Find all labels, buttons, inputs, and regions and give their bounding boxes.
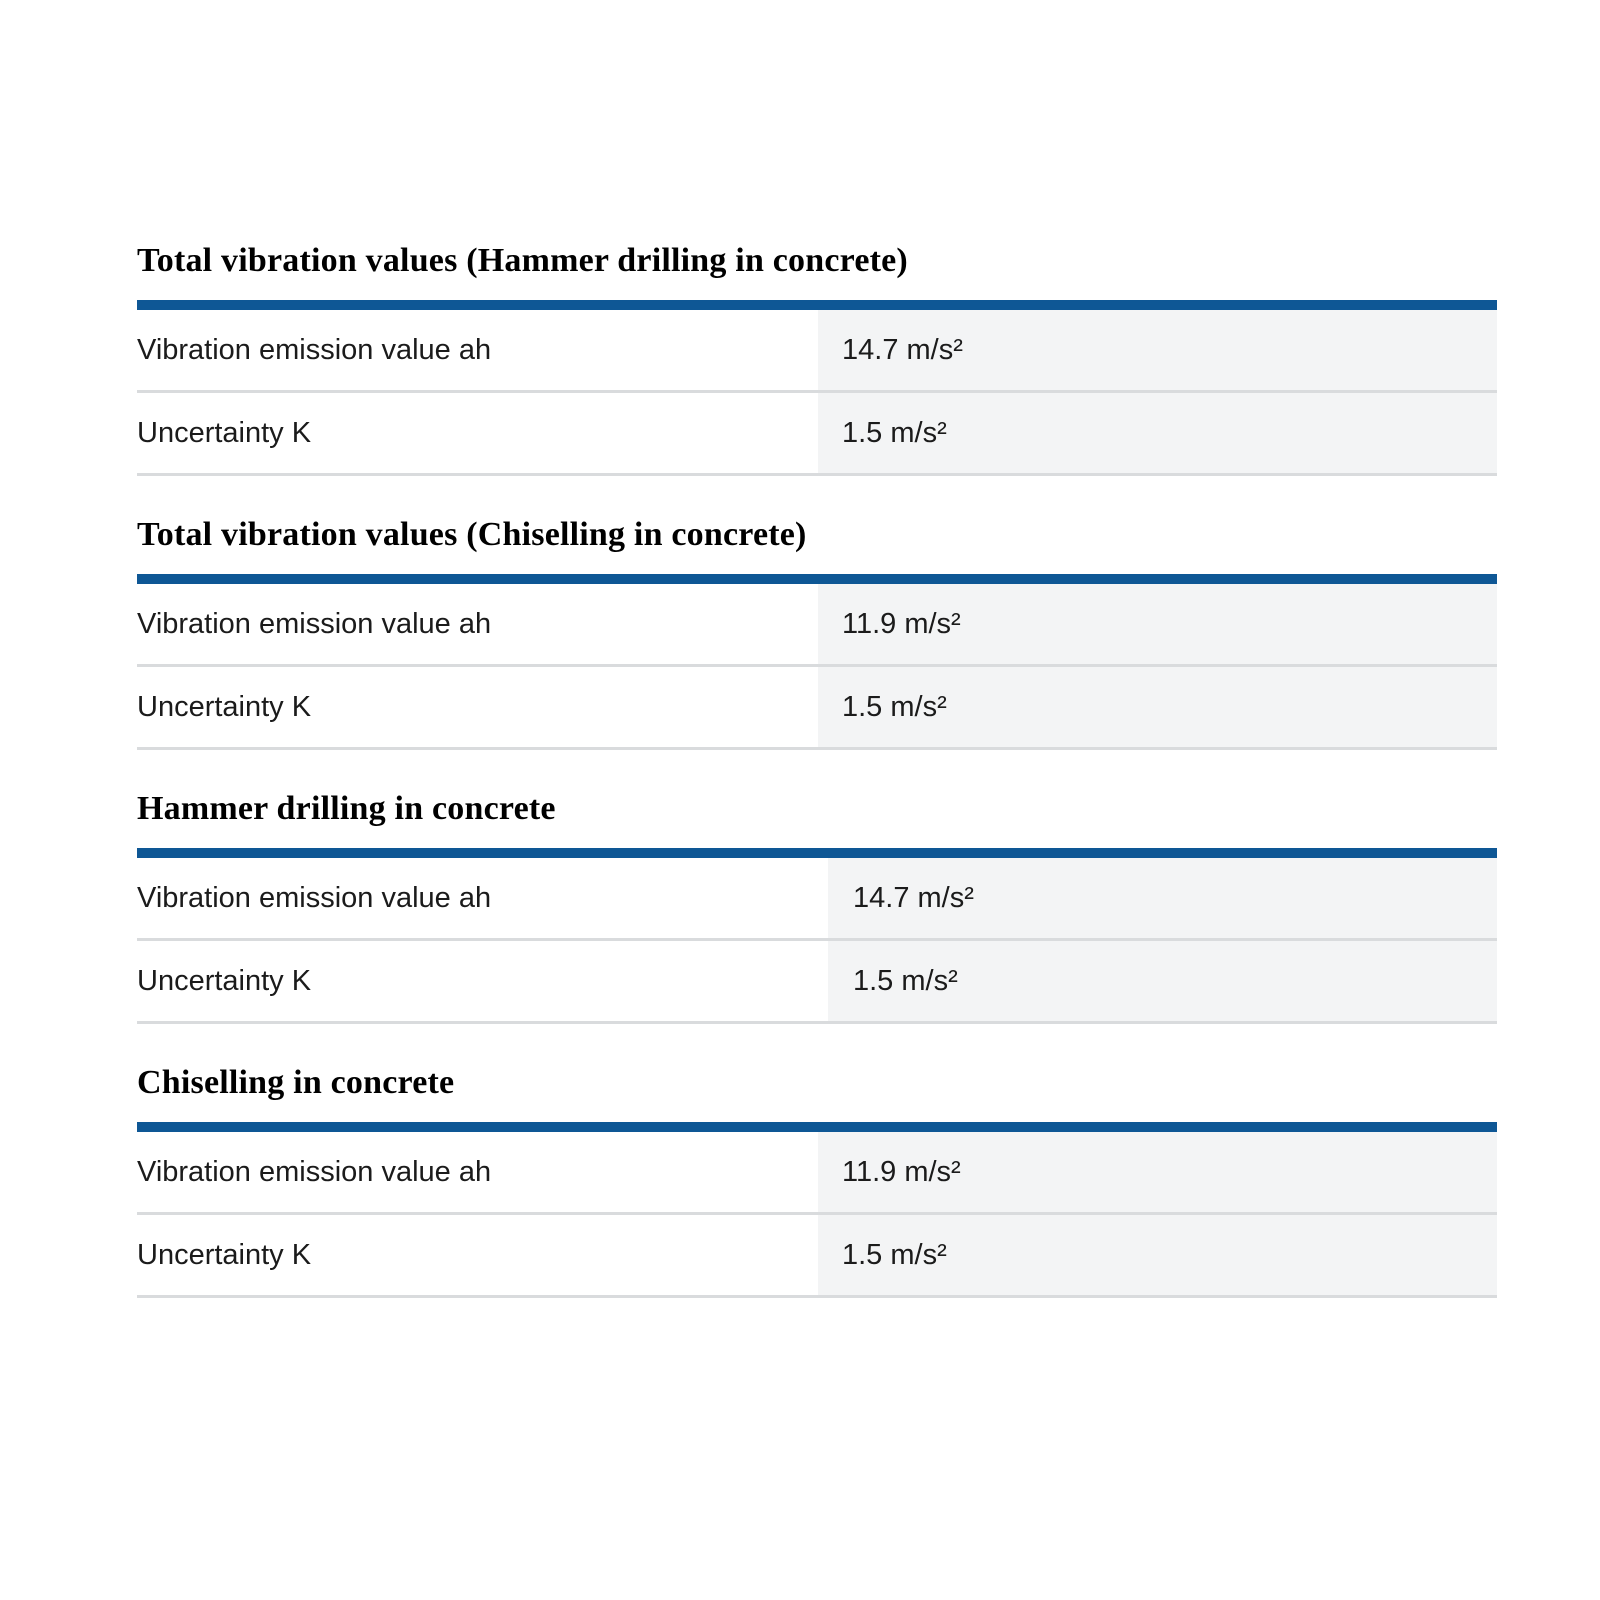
- section-title: Chiselling in concrete: [137, 1064, 455, 1101]
- table-row: [137, 393, 1497, 476]
- table-accent-bar: [137, 848, 1497, 858]
- row-value: 11.9 m/s²: [818, 584, 1497, 664]
- row-value: 1.5 m/s²: [818, 1215, 1497, 1295]
- spec-table: [137, 574, 1497, 750]
- row-value: 11.9 m/s²: [818, 1132, 1497, 1212]
- row-label: Uncertainty K: [137, 667, 818, 747]
- section-title: Hammer drilling in concrete: [137, 790, 556, 827]
- table-accent-bar: [137, 574, 1497, 584]
- table-row: [137, 1215, 1497, 1298]
- row-label: Uncertainty K: [137, 941, 828, 1021]
- table-row: [137, 858, 1497, 941]
- table-row: [137, 310, 1497, 393]
- row-label: Vibration emission value ah: [137, 584, 818, 664]
- row-value: 1.5 m/s²: [818, 393, 1497, 473]
- section-total-vibration-hammer: [137, 241, 1497, 476]
- section-title: Total vibration values (Hammer drilling in concrete): [137, 242, 908, 279]
- row-label: Vibration emission value ah: [137, 310, 818, 390]
- spec-table: [137, 300, 1497, 476]
- row-value: 1.5 m/s²: [818, 667, 1497, 747]
- row-label: Vibration emission value ah: [137, 858, 828, 938]
- spec-table: [137, 848, 1497, 1024]
- table-accent-bar: [137, 300, 1497, 310]
- table-accent-bar: [137, 1122, 1497, 1132]
- row-label: Vibration emission value ah: [137, 1132, 818, 1212]
- table-row: [137, 667, 1497, 750]
- section-title: Total vibration values (Chiselling in concrete): [137, 516, 807, 553]
- table-row: [137, 584, 1497, 667]
- row-label: Uncertainty K: [137, 393, 818, 473]
- section-total-vibration-chiselling: [137, 515, 1497, 750]
- section-chiselling: [137, 1063, 1497, 1298]
- spec-table: [137, 1122, 1497, 1298]
- row-value: 1.5 m/s²: [828, 941, 1497, 1021]
- table-row: [137, 1132, 1497, 1215]
- table-row: [137, 941, 1497, 1024]
- row-value: 14.7 m/s²: [828, 858, 1497, 938]
- row-label: Uncertainty K: [137, 1215, 818, 1295]
- row-value: 14.7 m/s²: [818, 310, 1497, 390]
- section-hammer-drilling: [137, 789, 1497, 1024]
